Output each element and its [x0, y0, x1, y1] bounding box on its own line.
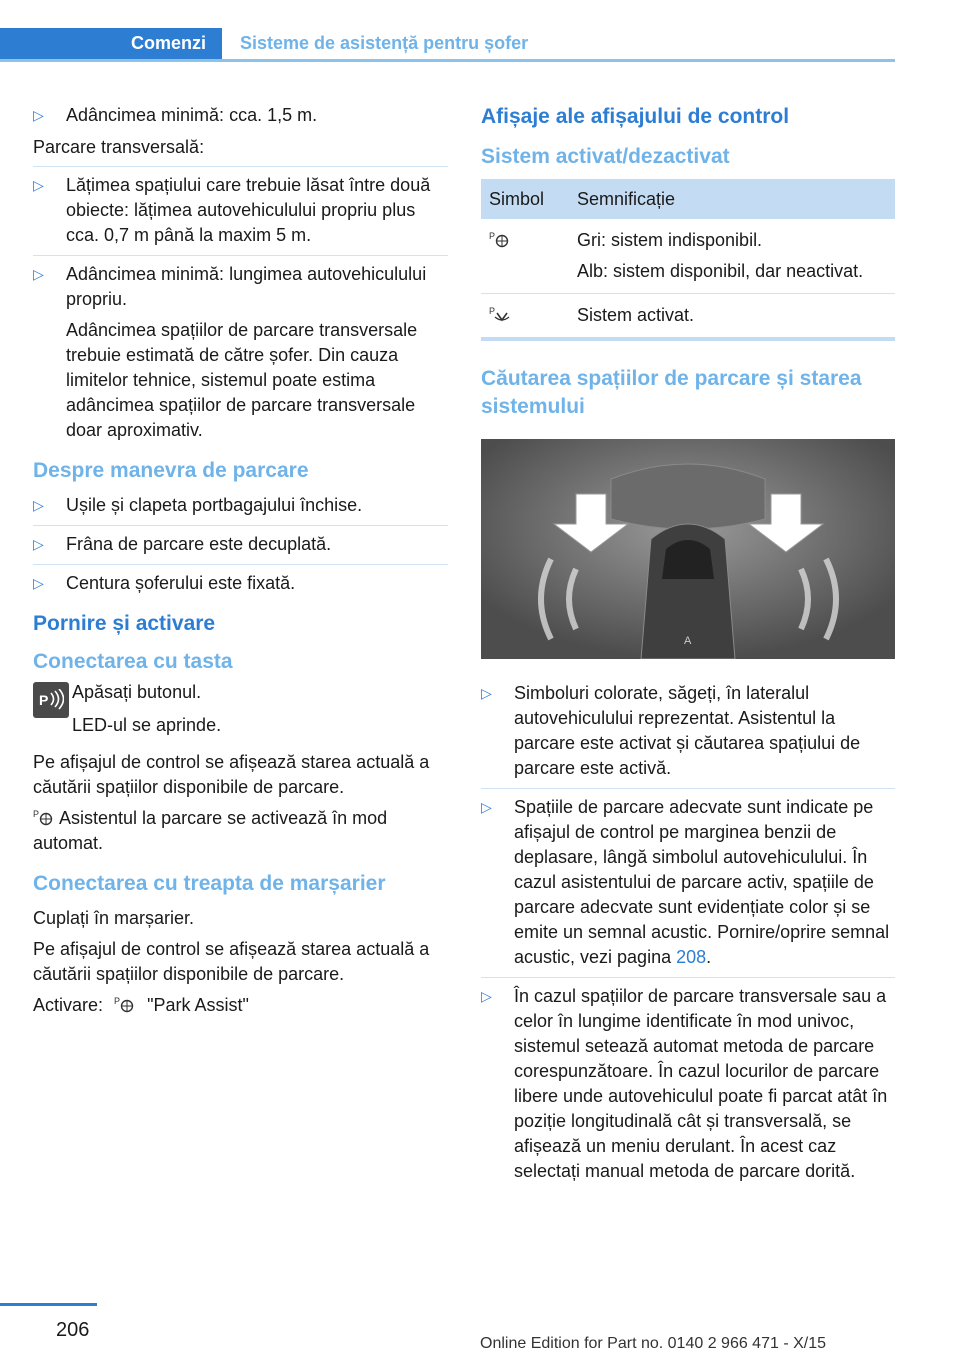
page-link[interactable]: 208 — [676, 947, 707, 967]
tab-sisteme-asistenta[interactable]: Sisteme de asistență pentru șofer — [240, 33, 529, 53]
list-item: ▷ În cazul spațiilor de parcare transversale sau a celor în lungime identificate în mod univoc, sistemul setează automat metoda de parcare corespunzătoare. În cazul locurilor de parcare libere unde autovehiculul poate fi parcat atât în poziție longitudinală cât și transversală, se afișează un meniu derulant. În acest caz selectați manual metoda de parcare dorită. — [481, 986, 888, 1181]
car-parking-illustration — [481, 439, 895, 659]
footer-edition: Online Edition for Part no. 0140 2 966 471 - X/15 — [480, 1335, 827, 1352]
column-header: Semnificație — [569, 179, 895, 219]
list-item: ▷ Centura șoferului este fixată. — [33, 571, 448, 596]
bullet-triangle-icon: ▷ — [481, 799, 492, 815]
table-header-row — [481, 179, 895, 219]
svg-text:P: P — [114, 996, 121, 1006]
list-item: ▷ Ușile și clapeta portbagajului închise. — [33, 493, 448, 518]
paragraph: P Asistentul la parcare se activează în mod automat. — [33, 808, 388, 853]
divider — [33, 166, 448, 167]
bullet-triangle-icon: ▷ — [33, 497, 44, 513]
list-item: ▷ Adâncimea minimă: cca. 1,5 m. — [33, 103, 448, 128]
list-item: ▷ Frâna de parcare este decuplată. — [33, 532, 448, 557]
list-item: ▷ Simboluri colorate, săgeți, în lateralul autovehiculului reprezentat. Asistentul la parcare este activat și căutarea spațiului de parcare este activă. — [481, 683, 861, 778]
divider — [481, 788, 895, 789]
list-item: ▷ Adâncimea minimă: lungimea autovehiculului propriu. Adâncimea spațiilor de parcare transversale trebuie estimată de către șofer. Din cauza limitelor tehnice, sistemul poate estima adâncimea spațiilor de parcare transversale doar aproximativ. — [33, 264, 427, 440]
heading-afisaje: Afișaje ale afișajului de control — [481, 105, 790, 128]
paragraph: Cuplați în marșarier. — [33, 908, 195, 928]
divider — [33, 564, 448, 565]
heading-pornire: Pornire și activare — [33, 612, 216, 635]
right-column — [481, 103, 895, 1191]
list-item: ▷ Lățimea spațiului care trebuie lăsat între două obiecte: lățimea autovehiculului propriu plus cca. 0,7 m până la maxim 5 m. — [33, 175, 431, 245]
svg-text:A: A — [684, 635, 692, 647]
paragraph: Pe afișajul de control se afișează starea actuală a căutării spațiilor disponibile de parcare. — [33, 939, 430, 984]
divider — [481, 977, 895, 978]
bullet-triangle-icon: ▷ — [33, 536, 44, 552]
table-row: P Sistem activat. — [481, 294, 895, 340]
list-item: ▷ Spațiile de parcare adecvate sunt indicate pe afișajul de control pe marginea benzii de deplasare, lângă simbolul autovehiculului. În cazul asistentului de parcare activ, spațiile de parcare adecvate sunt evidențiate color și se emite un semnal acustic. Pornire/oprire semnal acustic, vezi pagina 208. — [481, 797, 890, 967]
park-assist-icon — [33, 808, 55, 826]
park-assist-button-icon — [33, 682, 69, 718]
svg-text:P: P — [39, 692, 49, 708]
svg-text:P: P — [489, 231, 496, 241]
park-assist-active-icon — [489, 305, 511, 323]
heading-sistem: Sistem activat/dezactivat — [481, 145, 730, 168]
parking-display-image — [481, 439, 895, 659]
heading-despre: Despre manevra de parcare — [33, 459, 309, 482]
page-number: 206 — [56, 1319, 90, 1341]
symbol-table — [481, 179, 895, 341]
bullet-triangle-icon: ▷ — [481, 988, 492, 1004]
bullet-triangle-icon: ▷ — [33, 107, 44, 123]
park-assist-gray-icon — [489, 230, 511, 248]
bullet-triangle-icon: ▷ — [33, 177, 44, 193]
table-row: P Gri: sistem indisponibil. Alb: sistem disponibil, dar neactivat. — [481, 219, 895, 294]
footer-divider — [0, 1303, 97, 1306]
bullet-triangle-icon: ▷ — [33, 575, 44, 591]
svg-text:P: P — [33, 809, 40, 819]
left-column — [33, 103, 448, 1024]
column-header: Simbol — [481, 179, 569, 219]
heading-tasta: Conectarea cu tasta — [33, 650, 233, 673]
divider — [33, 525, 448, 526]
header-tabbar — [0, 28, 895, 62]
svg-text:P: P — [489, 306, 496, 316]
paragraph: Activare: P "Park Assist" — [33, 995, 249, 1015]
heading-treapta: Conectarea cu treapta de marșarier — [33, 872, 386, 895]
header-divider — [0, 59, 895, 62]
tab-comenzi[interactable]: Comenzi — [0, 28, 222, 59]
divider — [33, 255, 448, 256]
park-assist-key-row: P Apăsați butonul. LED-ul se aprinde. — [33, 680, 448, 742]
paragraph: Pe afișajul de control se afișează starea actuală a căutării spațiilor disponibile de parcare. — [33, 752, 430, 797]
bullet-triangle-icon: ▷ — [481, 685, 492, 701]
paragraph: Parcare transversală: — [33, 137, 205, 157]
heading-cautarea: Căutarea spațiilor de parcare și starea sistemului — [481, 367, 862, 418]
park-assist-icon — [114, 995, 136, 1013]
bullet-triangle-icon: ▷ — [33, 266, 44, 282]
